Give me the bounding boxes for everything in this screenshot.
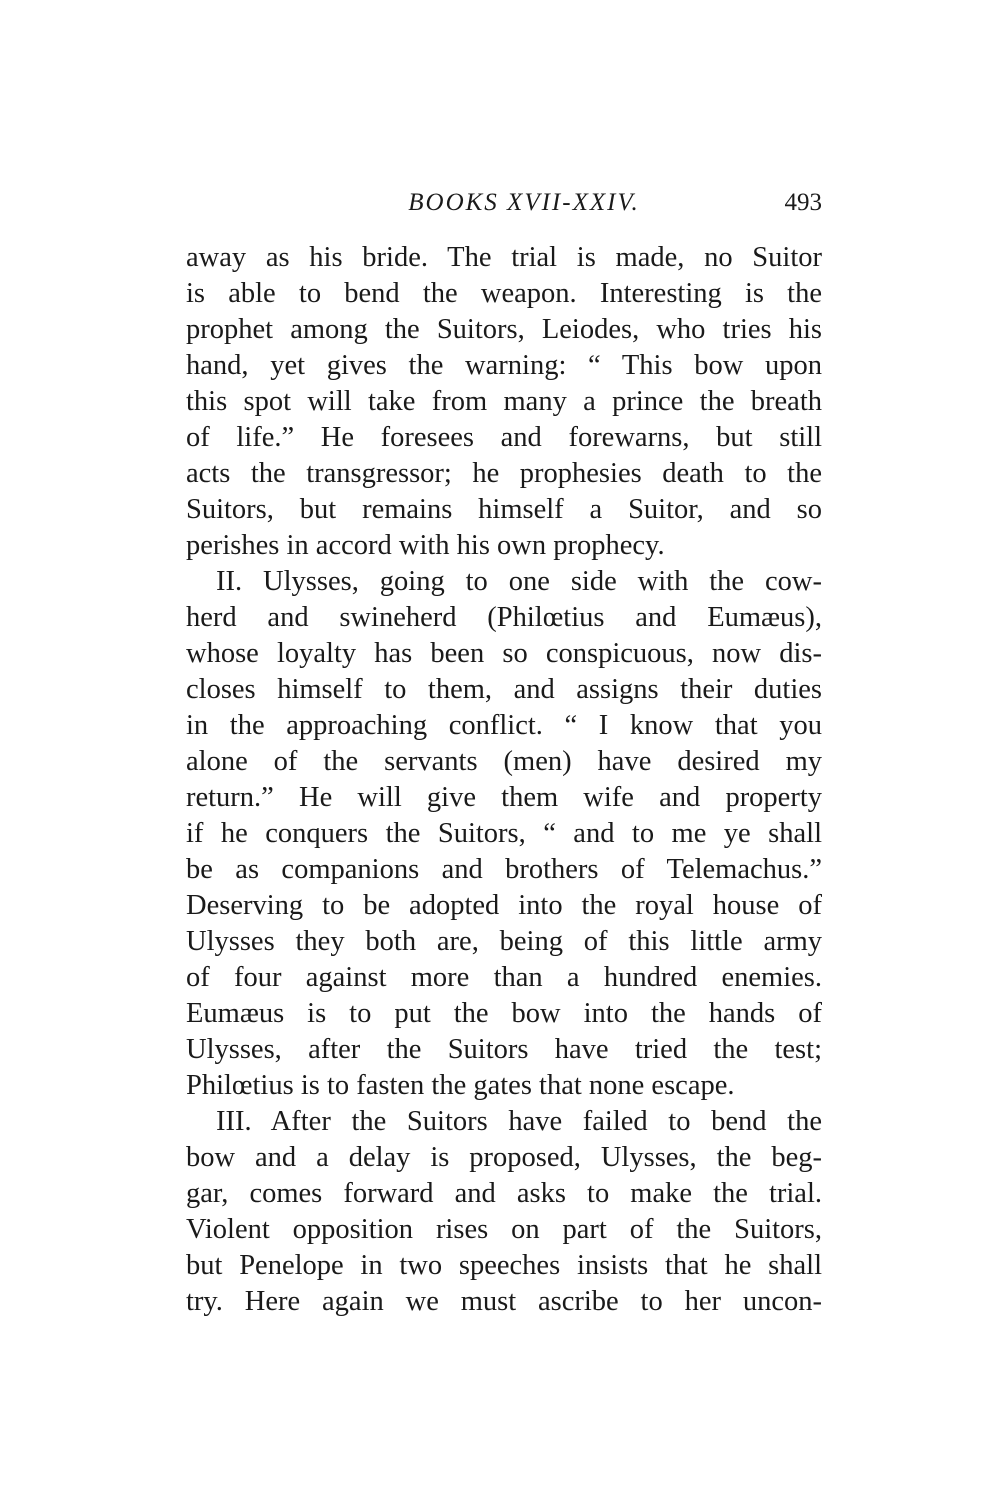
text-line: prophet among the Suitors, Leiodes, who tries his xyxy=(186,314,822,345)
paragraph-start-line: II. Ulysses, going to one side with the cow- xyxy=(216,566,822,597)
text-line: of life.” He foresees and forewarns, but still xyxy=(186,422,822,453)
text-line: herd and swineherd (Philœtius and Eumæus), xyxy=(186,602,822,633)
body-text xyxy=(186,240,822,1320)
paragraph-end-line: perishes in accord with his own prophecy. xyxy=(186,530,665,561)
text-line: whose loyalty has been so conspicuous, now dis- xyxy=(186,638,822,669)
text-line: Suitors, but remains himself a Suitor, and so xyxy=(186,494,822,525)
paragraph-start-line: III. After the Suitors have failed to bend the xyxy=(216,1106,822,1137)
text-line: but Penelope in two speeches insists that he shall xyxy=(186,1250,822,1281)
text-line: of four against more than a hundred enemies. xyxy=(186,962,822,993)
text-line: away as his bride. The trial is made, no Suitor xyxy=(186,242,822,273)
text-line: in the approaching conflict. “ I know that you xyxy=(186,710,822,741)
running-title: BOOKS XVII-XXIV. xyxy=(408,189,640,216)
text-line: this spot will take from many a prince the breath xyxy=(186,386,822,417)
text-line: gar, comes forward and asks to make the trial. xyxy=(186,1178,822,1209)
text-line: Ulysses, after the Suitors have tried the test; xyxy=(186,1034,822,1065)
text-line: is able to bend the weapon. Interesting is the xyxy=(186,278,822,309)
text-line: Eumæus is to put the bow into the hands of xyxy=(186,998,822,1029)
text-line: Violent opposition rises on part of the Suitors, xyxy=(186,1214,822,1245)
text-line: Deserving to be adopted into the royal house of xyxy=(186,890,822,921)
text-line: return.” He will give them wife and property xyxy=(186,782,822,813)
text-line: acts the transgressor; he prophesies death to the xyxy=(186,458,822,489)
text-line: hand, yet gives the warning: “ This bow upon xyxy=(186,350,822,381)
text-line: closes himself to them, and assigns their duties xyxy=(186,674,822,705)
paragraph-end-line: Philœtius is to fasten the gates that none escape. xyxy=(186,1070,735,1101)
text-line: bow and a delay is proposed, Ulysses, the beg- xyxy=(186,1142,822,1173)
text-line: alone of the servants (men) have desired my xyxy=(186,746,822,777)
page-number: 493 xyxy=(784,189,822,216)
text-line: be as companions and brothers of Telemachus.” xyxy=(186,854,822,885)
text-line: Ulysses they both are, being of this little army xyxy=(186,926,822,957)
text-line: if he conquers the Suitors, “ and to me ye shall xyxy=(186,818,822,849)
text-line: try. Here again we must ascribe to her uncon- xyxy=(186,1286,822,1317)
running-head xyxy=(186,188,822,218)
